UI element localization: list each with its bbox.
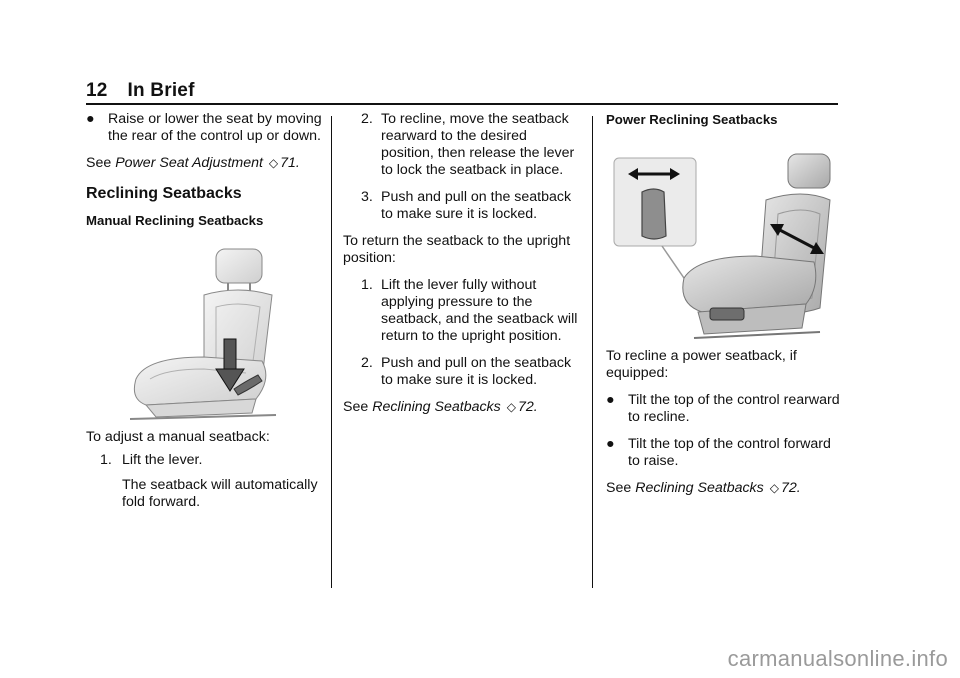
step-item bbox=[343, 111, 579, 179]
see-link[interactable]: Reclining Seatbacks bbox=[372, 399, 501, 415]
bullet-item bbox=[606, 436, 842, 470]
subheading: Manual Reclining Seatbacks bbox=[86, 213, 264, 228]
step-item bbox=[343, 277, 579, 345]
see-label: See bbox=[86, 155, 112, 171]
see-label: See bbox=[606, 480, 632, 496]
manual-seat-illustration bbox=[86, 229, 322, 429]
step-number: 1. bbox=[100, 452, 112, 468]
cross-reference bbox=[343, 399, 579, 416]
step-text: To recline, move the seatback rearward to the desired position, then release the lever to lock the seatback in place. bbox=[381, 111, 575, 178]
step-number: 2. bbox=[361, 111, 373, 127]
step-number: 2. bbox=[361, 355, 373, 371]
bullet-dot: ● bbox=[606, 392, 615, 408]
power-seat-illustration bbox=[606, 128, 842, 348]
column-2 bbox=[343, 111, 579, 416]
step-number: 3. bbox=[361, 189, 373, 205]
step-text: Lift the lever fully without applying pressure to the seatback, and the seatback will return to the upright position. bbox=[381, 277, 578, 344]
header-rule bbox=[86, 103, 838, 105]
see-link[interactable]: Reclining Seatbacks bbox=[635, 480, 764, 496]
bullet-dot: ● bbox=[86, 111, 95, 127]
column-divider-1 bbox=[331, 116, 332, 588]
see-page[interactable]: 72. bbox=[780, 480, 801, 496]
step-text: Lift the lever. bbox=[122, 452, 203, 468]
cross-reference bbox=[86, 155, 322, 172]
bullet-dot: ● bbox=[606, 436, 615, 452]
column-3 bbox=[606, 111, 842, 497]
instruction-intro: To recline a power seatback, if equipped: bbox=[606, 348, 797, 381]
step-text: Push and pull on the seatback to make sure it is locked. bbox=[381, 189, 572, 222]
page-header bbox=[86, 80, 195, 102]
bullet-text: Tilt the top of the control rearward to recline. bbox=[628, 392, 840, 425]
subheading: Power Reclining Seatbacks bbox=[606, 112, 778, 127]
section-title: In Brief bbox=[127, 80, 195, 101]
cross-reference bbox=[606, 480, 842, 497]
step-note: The seatback will automatically fold forward. bbox=[122, 477, 318, 510]
power-seat-figure bbox=[606, 128, 842, 348]
bullet-item bbox=[606, 392, 842, 426]
step-number: 1. bbox=[361, 277, 373, 293]
see-page[interactable]: 71. bbox=[280, 155, 300, 171]
section-heading: Reclining Seatbacks bbox=[86, 185, 242, 202]
column-1 bbox=[86, 111, 322, 511]
page-ref-icon: ◇ bbox=[769, 481, 779, 495]
page-number: 12 bbox=[86, 80, 108, 101]
watermark: carmanualsonline.info bbox=[727, 646, 948, 671]
bullet-item bbox=[86, 111, 322, 145]
manual-seat-figure bbox=[86, 229, 322, 429]
see-label: See bbox=[343, 399, 369, 415]
page-ref-icon: ◇ bbox=[506, 400, 516, 414]
bullet-text: Raise or lower the seat by moving the rear of the control up or down. bbox=[108, 111, 322, 144]
step-text: Push and pull on the seatback to make sure it is locked. bbox=[381, 355, 572, 388]
bullet-text: Tilt the top of the control forward to raise. bbox=[628, 436, 831, 469]
return-intro: To return the seatback to the upright position: bbox=[343, 233, 571, 266]
see-page[interactable]: 72. bbox=[517, 399, 538, 415]
step-item bbox=[343, 189, 579, 223]
page-ref-icon: ◇ bbox=[268, 156, 279, 170]
step-item bbox=[343, 355, 579, 389]
see-link[interactable]: Power Seat Adjustment bbox=[115, 155, 263, 171]
column-divider-2 bbox=[592, 116, 593, 588]
instruction-intro: To adjust a manual seatback: bbox=[86, 429, 270, 445]
step-item bbox=[86, 452, 322, 469]
